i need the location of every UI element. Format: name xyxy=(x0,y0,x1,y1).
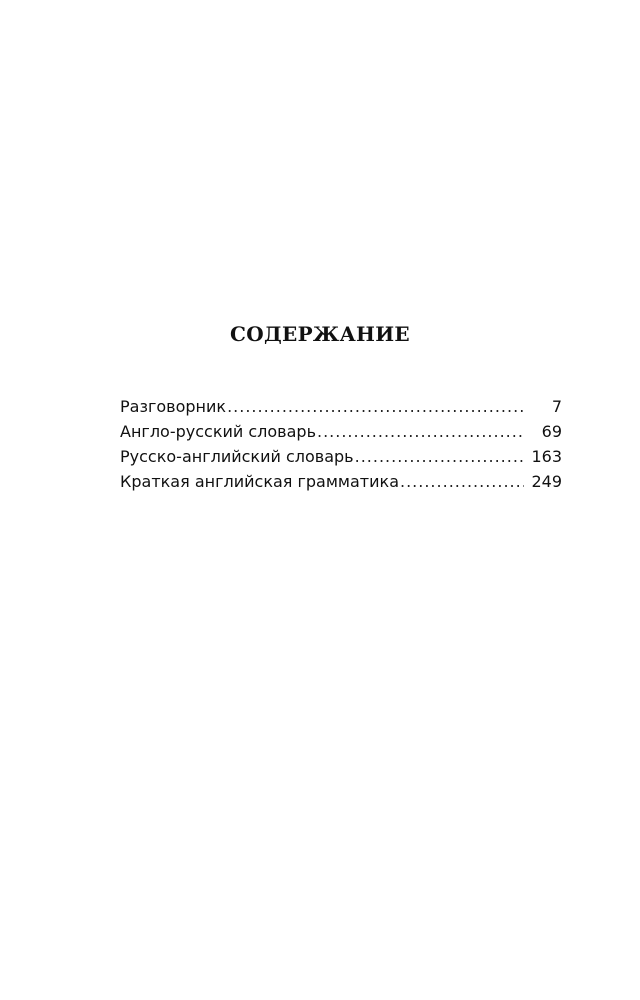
toc-dot-leader xyxy=(317,419,524,444)
toc-entry-label: Разговорник xyxy=(120,397,227,416)
table-of-contents xyxy=(120,394,562,494)
toc-dot-leader xyxy=(227,394,524,419)
toc-entry-russian-english-dictionary xyxy=(120,444,562,469)
toc-page-number: 69 xyxy=(541,422,562,441)
toc-dot-leader xyxy=(400,469,524,494)
toc-entry-english-russian-dictionary xyxy=(120,419,562,444)
toc-entry-english-grammar xyxy=(120,469,562,494)
page-title: СОДЕРЖАНИЕ xyxy=(230,322,410,346)
toc-entry-label: Краткая английская грамматика xyxy=(120,472,399,491)
toc-entry-label: Русско-английский словарь xyxy=(120,447,354,466)
toc-dot-leader xyxy=(355,444,524,469)
toc-entry-label: Англо-русский словарь xyxy=(120,422,316,441)
toc-page-number: 163 xyxy=(531,447,562,466)
toc-page-number: 249 xyxy=(531,472,562,491)
toc-page-number: 7 xyxy=(551,397,562,416)
toc-entry-phrasebook xyxy=(120,394,562,419)
